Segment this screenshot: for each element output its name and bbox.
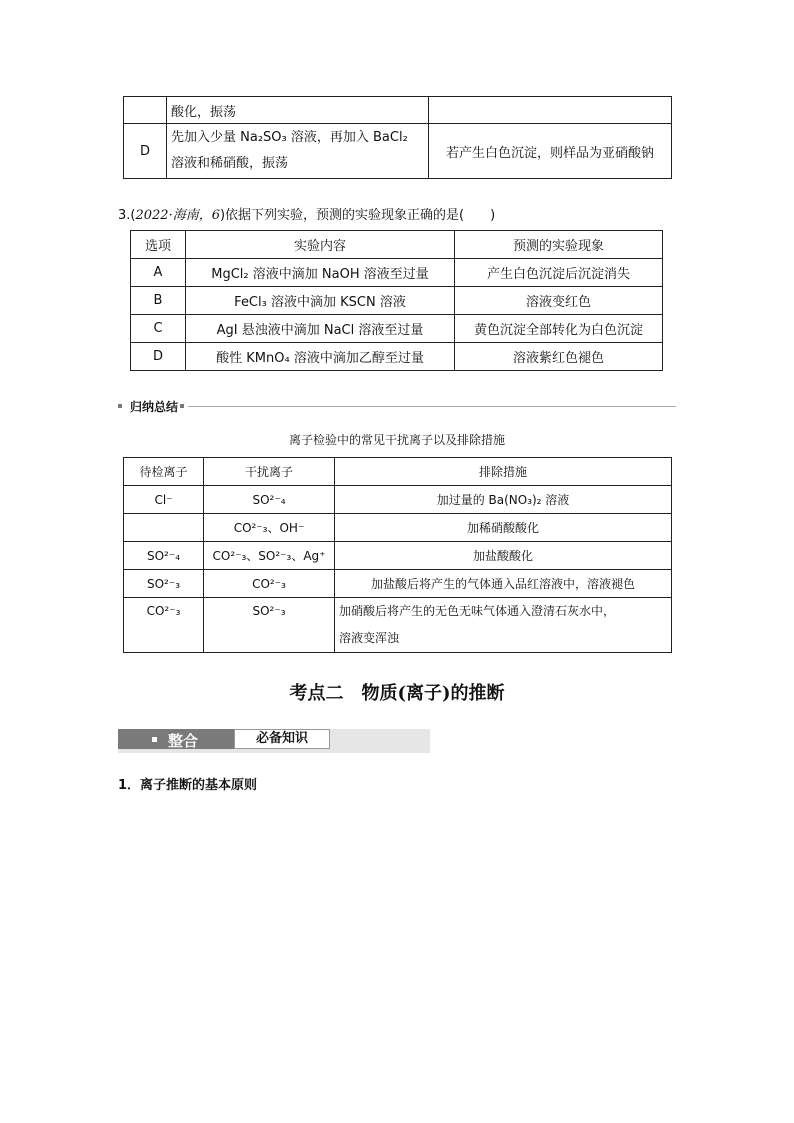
table-row (124, 514, 672, 542)
banner-primary (118, 729, 234, 749)
list-item-heading: 1．离子推断的基本原则 (118, 778, 258, 793)
table-row (124, 97, 672, 124)
measure-cell: 加盐酸酸化 (335, 542, 672, 570)
header-content: 实验内容 (186, 231, 455, 259)
experiment-table (130, 230, 663, 371)
table-header-row (131, 231, 663, 259)
option-cell: C (131, 315, 186, 343)
header-measure: 排除措施 (335, 458, 672, 486)
table-row (124, 124, 672, 179)
phenomenon-cell: 溶液紫红色褪色 (455, 343, 663, 371)
target-ion-cell: Cl⁻ (124, 486, 204, 514)
summary-label: 归纳总结 (130, 400, 179, 414)
option-cell: A (131, 259, 186, 287)
content-cell: 酸化，振荡 (167, 97, 429, 124)
target-ion-cell: SO²⁻₄ (124, 542, 204, 570)
measure-line: 溶液变浑浊 (339, 631, 400, 645)
header-option: 选项 (131, 231, 186, 259)
interference-ion-cell: SO²⁻₃ (204, 598, 335, 653)
question-stem: )依据下列实验，预测的实验现象正确的是( ) (219, 208, 496, 223)
interference-ion-cell: CO²⁻₃、SO²⁻₃、Ag⁺ (204, 542, 335, 570)
table-row (131, 287, 663, 315)
summary-header (118, 398, 676, 414)
content-cell: FeCl₃ 溶液中滴加 KSCN 溶液 (186, 287, 455, 315)
option-cell: D (124, 124, 167, 179)
measure-cell: 加稀硝酸酸化 (335, 514, 672, 542)
table-row (131, 259, 663, 287)
table-row (131, 343, 663, 371)
table-row (124, 542, 672, 570)
judgement-cell: 若产生白色沉淀，则样品为亚硝酸钠 (429, 124, 672, 179)
phenomenon-cell: 黄色沉淀全部转化为白色沉淀 (455, 315, 663, 343)
table-header-row (124, 458, 672, 486)
divider (188, 406, 676, 407)
judgement-cell (429, 97, 672, 124)
target-ion-cell: CO²⁻₃ (124, 598, 204, 653)
banner-primary-label: 整合 (168, 732, 199, 750)
interference-ion-cell: SO²⁻₄ (204, 486, 335, 514)
measure-cell: 加过量的 Ba(NO₃)₂ 溶液 (335, 486, 672, 514)
continued-options-table (123, 96, 672, 179)
option-cell: D (131, 343, 186, 371)
measure-cell: 加盐酸后将产生的气体通入品红溶液中，溶液褪色 (335, 570, 672, 598)
question-source: 2022·海南，6 (135, 208, 220, 223)
table-caption: 离子检验中的常见干扰离子以及排除措施 (288, 433, 505, 447)
measure-line: 加硝酸后将产生的无色无味气体通入澄清石灰水中， (339, 604, 616, 618)
square-bullet-icon (180, 404, 184, 408)
content-cell (167, 124, 429, 179)
banner-secondary-label: 必备知识 (234, 729, 330, 749)
interference-ion-cell: CO²⁻₃、OH⁻ (204, 514, 335, 542)
square-bullet-icon (152, 737, 157, 742)
content-line: 溶液和稀硝酸，振荡 (171, 156, 289, 171)
measure-cell (335, 598, 672, 653)
target-ion-cell: SO²⁻₃ (124, 570, 204, 598)
table-row (124, 486, 672, 514)
phenomenon-cell: 溶液变红色 (455, 287, 663, 315)
square-bullet-icon (118, 404, 122, 408)
option-cell (124, 97, 167, 124)
phenomenon-cell: 产生白色沉淀后沉淀消失 (455, 259, 663, 287)
content-cell: AgI 悬浊液中滴加 NaCl 溶液至过量 (186, 315, 455, 343)
table-row (124, 598, 672, 653)
question-3 (118, 204, 495, 223)
question-prefix: 3.( (118, 208, 136, 223)
section-title: 考点二 物质(离子)的推断 (289, 683, 505, 704)
content-cell: MgCl₂ 溶液中滴加 NaOH 溶液至过量 (186, 259, 455, 287)
table-row (124, 570, 672, 598)
option-cell: B (131, 287, 186, 315)
content-cell: 酸性 KMnO₄ 溶液中滴加乙醇至过量 (186, 343, 455, 371)
interference-ion-cell: CO²⁻₃ (204, 570, 335, 598)
header-phenomenon: 预测的实验现象 (455, 231, 663, 259)
header-interference: 干扰离子 (204, 458, 335, 486)
table-row (131, 315, 663, 343)
content-line: 先加入少量 Na₂SO₃ 溶液，再加入 BaCl₂ (171, 130, 408, 145)
target-ion-cell (124, 514, 204, 542)
interference-table (123, 457, 672, 653)
header-target: 待检离子 (124, 458, 204, 486)
section-banner (118, 729, 430, 753)
